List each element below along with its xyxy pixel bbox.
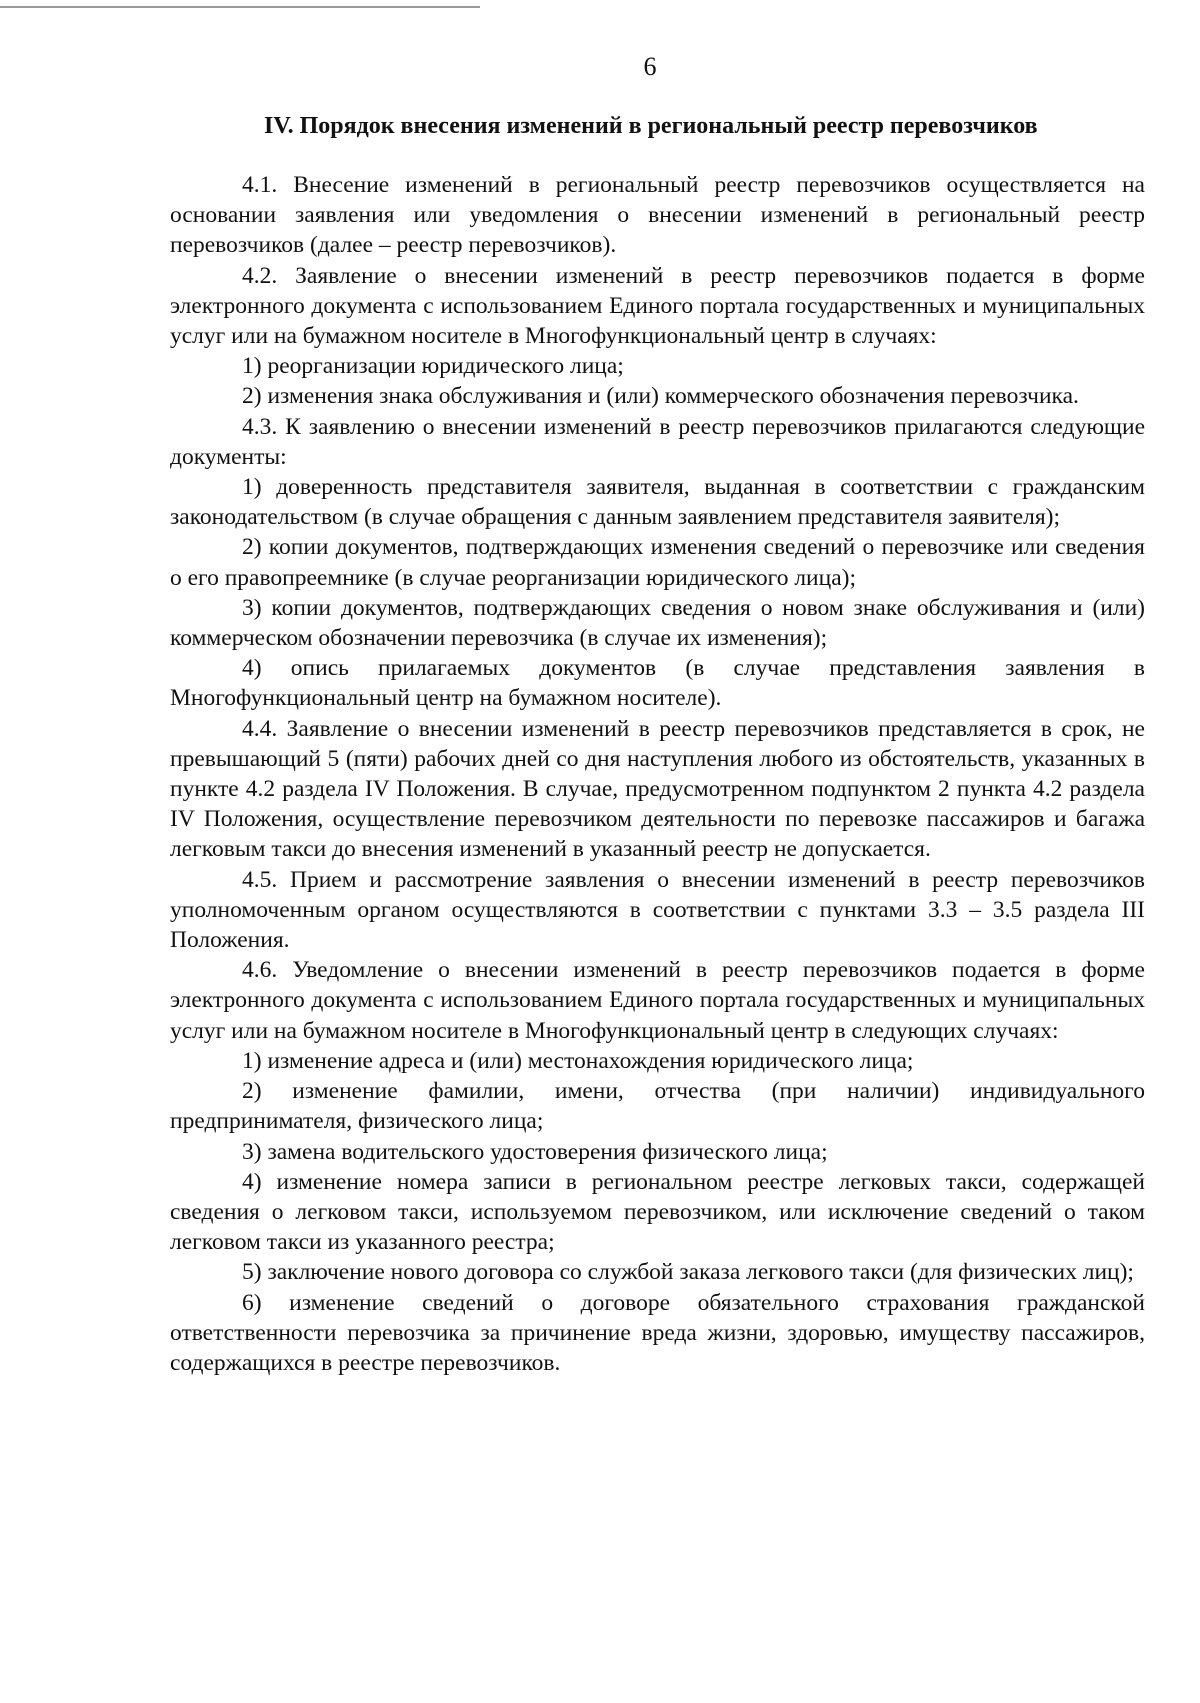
paragraph-4-3-item-3: 3) копии документов, подтверждающих сведения о новом знаке обслуживания и (или) коммерческом обозначении перевозчика (в случае их изменения); <box>170 594 1145 652</box>
paragraph-4-6-item-3: 3) замена водительского удостоверения физического лица; <box>242 1138 828 1165</box>
paragraph-4-6-item-5: 5) заключение нового договора со службой заказа легкового такси (для физических лиц); <box>242 1259 1134 1286</box>
paragraph-4-4: 4.4. Заявление о внесении изменений в реестр перевозчиков представляется в срок, не превышающий 5 (пяти) рабочих дней со дня наступления любого из обстоятельств, указанных в пункте 4.2 раздела IV Положения. В случае, предусмотренном подпунктом 2 пункта 4.2 раздела IV Положения, осуществление перевозчиком деятельности по перевозке пассажиров и багажа легковым такси до внесения изменений в указанный реестр не допускается. <box>170 715 1145 863</box>
paragraph-4-2: 4.2. Заявление о внесении изменений в реестр перевозчиков подается в форме электронного документа с использованием Единого портала государственных и муниципальных услуг или на бумажном носителе в Многофункциональный центр в случаях: <box>170 262 1145 350</box>
paragraph-4-5: 4.5. Прием и рассмотрение заявления о внесении изменений в реестр перевозчиков уполномоченным органом осуществляются в соответствии с пунктами 3.3 – 3.5 раздела III Положения. <box>170 866 1145 954</box>
paragraph-4-3-item-2: 2) копии документов, подтверждающих изменения сведений о перевозчике или сведения о его правопреемнике (в случае реорганизации юридического лица); <box>170 534 1145 591</box>
paragraph-4-3-item-1: 1) доверенность представителя заявителя, выданная в соответствии с гражданским законодательством (в случае обращения с данным заявлением представителя заявителя); <box>170 474 1145 531</box>
paragraph-4-3: 4.3. К заявлению о внесении изменений в реестр перевозчиков прилагаются следующие документы: <box>170 413 1145 470</box>
document-body <box>170 110 1145 1378</box>
paragraph-4-6-item-1: 1) изменение адреса и (или) местонахождения юридического лица; <box>242 1047 914 1074</box>
paragraph-4-6-item-6: 6) изменение сведений о договоре обязательного страхования гражданской ответственности перевозчика за причинение вреда жизни, здоровью, имуществу пассажиров, содержащихся в реестре перевозчиков. <box>170 1289 1145 1376</box>
paragraph-4-2-item-2: 2) изменения знака обслуживания и (или) коммерческого обозначения перевозчика. <box>242 383 1079 410</box>
paragraph-4-6: 4.6. Уведомление о внесении изменений в реестр перевозчиков подается в форме электронного документа с использованием Единого портала государственных и муниципальных услуг или на бумажном носителе в Многофункциональный центр в следующих случаях: <box>170 957 1145 1044</box>
paragraph-4-6-item-4: 4) изменение номера записи в региональном реестре легковых такси, содержащей сведения о легковом такси, используемом перевозчиком, или исключение сведений о таком легковом такси из указанного реестра; <box>170 1168 1145 1256</box>
paragraph-4-2-item-1: 1) реорганизации юридического лица; <box>242 353 624 380</box>
scan-edge-line <box>0 6 480 8</box>
page-number: 6 <box>643 52 657 81</box>
section-title: IV. Порядок внесения изменений в региональный реестр перевозчиков <box>264 113 1038 139</box>
paragraph-4-3-item-4: 4) опись прилагаемых документов (в случае представления заявления в Многофункциональный центр на бумажном носителе). <box>170 655 1145 712</box>
paragraph-4-6-item-2: 2) изменение фамилии, имени, отчества (при наличии) индивидуального предпринимателя, физического лица; <box>170 1078 1145 1135</box>
paragraph-4-1: 4.1. Внесение изменений в региональный реестр перевозчиков осуществляется на основании заявления или уведомления о внесении изменений в региональный реестр перевозчиков (далее – реестр перевозчиков). <box>170 172 1145 259</box>
